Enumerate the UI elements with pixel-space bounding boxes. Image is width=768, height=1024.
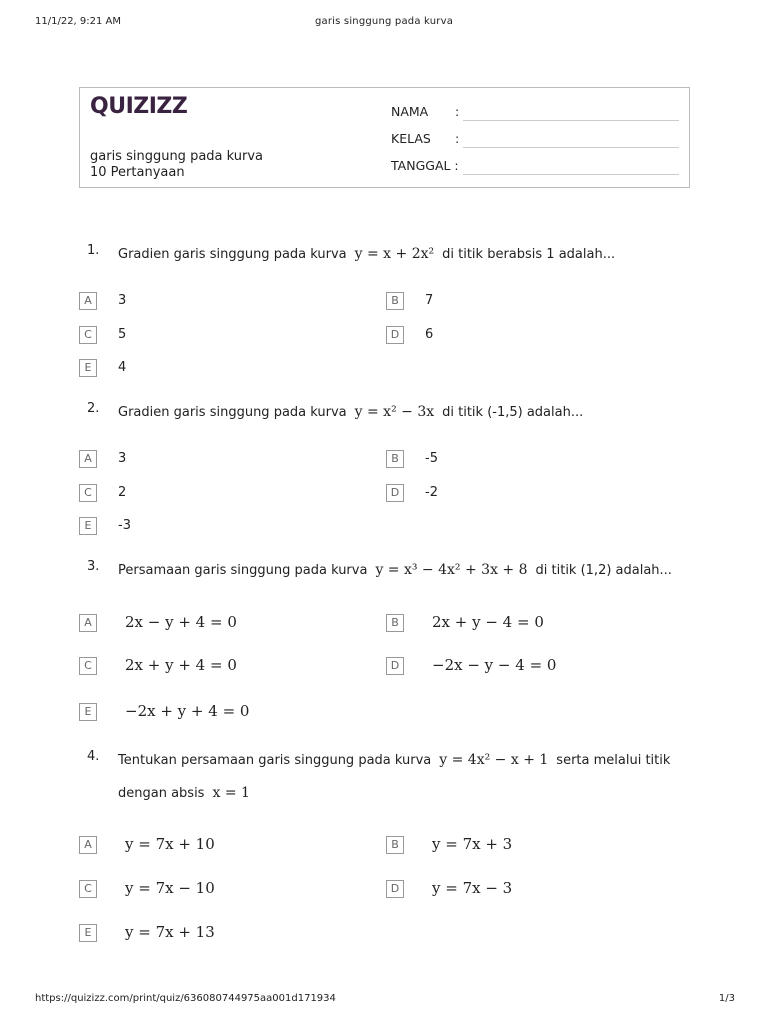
date-field [391,158,459,173]
option-letter-box: D [386,484,404,502]
option-value: 3 [118,451,127,466]
question-3-text-before: Persamaan garis singgung pada kurva [118,563,368,578]
option-letter-box: D [386,880,404,898]
question-2-number: 2. [87,401,100,416]
question-4-text-before: Tentukan persamaan garis singgung pada kurva [118,753,432,768]
question-3-text [118,562,672,578]
option-value: y = 7x + 13 [125,923,215,941]
class-field [391,131,460,146]
option-letter-box: D [386,326,404,344]
option-value: y = 7x − 3 [432,879,513,897]
class-line[interactable] [463,147,679,148]
option-letter-box: A [79,836,97,854]
class-label: KELAS [391,131,431,146]
option-value: y = 7x + 10 [125,835,215,853]
option-value: 2 [118,485,127,500]
name-line[interactable] [463,120,679,121]
print-page-title: garis singgung pada kurva [314,16,454,27]
question-4-text-after: serta melalui titik [556,753,671,768]
question-1-text [118,246,615,262]
option-letter-box: B [386,836,404,854]
question-1-number: 1. [87,243,100,258]
class-colon: : [455,131,460,146]
option-value: 4 [118,360,127,375]
option-value: y = 7x − 10 [125,879,215,897]
option-value: 2x + y + 4 = 0 [125,656,237,674]
name-colon: : [455,104,460,119]
option-letter-box: A [79,614,97,632]
option-value: 5 [118,327,127,342]
question-4-line2-before: dengan absis [118,786,205,801]
option-value: -3 [118,518,131,533]
question-2-math: y = x² − 3x [354,404,435,420]
option-value: 2x − y + 4 = 0 [125,613,237,631]
option-letter-box: E [79,359,97,377]
option-value: −2x + y + 4 = 0 [125,702,250,720]
option-letter-box: C [79,657,97,675]
option-letter-box: C [79,484,97,502]
option-letter-box: E [79,924,97,942]
question-4-math: y = 4x² − x + 1 [439,752,549,768]
question-3-number: 3. [87,559,100,574]
question-2-text-after: di titik (-1,5) adalah... [442,405,584,420]
option-value: 6 [425,327,434,342]
option-value: 2x + y − 4 = 0 [432,613,544,631]
question-1-text-before: Gradien garis singgung pada kurva [118,247,347,262]
option-letter-box: C [79,880,97,898]
option-value: 3 [118,293,127,308]
option-letter-box: E [79,517,97,535]
question-1-math: y = x + 2x² [354,246,435,262]
question-2-text [118,404,583,420]
option-letter-box: E [79,703,97,721]
option-letter-box: B [386,292,404,310]
option-value: y = 7x + 3 [432,835,513,853]
quiz-info-box [79,87,690,188]
option-letter-box: A [79,292,97,310]
question-3-math: y = x³ − 4x² + 3x + 8 [375,562,528,578]
question-2-text-before: Gradien garis singgung pada kurva [118,405,347,420]
quizizz-logo: QUIZIZZ [90,94,188,119]
name-field [391,104,460,119]
option-value: −2x − y − 4 = 0 [432,656,557,674]
question-4-line2-math: x = 1 [212,785,250,801]
option-letter-box: B [386,450,404,468]
question-4-text [118,752,670,768]
option-letter-box: D [386,657,404,675]
print-url: https://quizizz.com/print/quiz/636080744975aa001d171934 [35,993,336,1004]
date-line[interactable] [463,174,679,175]
print-datetime: 11/1/22, 9:21 AM [35,16,122,27]
option-value: 7 [425,293,434,308]
question-3-text-after: di titik (1,2) adalah... [535,563,672,578]
option-letter-box: C [79,326,97,344]
option-value: -5 [425,451,438,466]
question-1-text-after: di titik berabsis 1 adalah... [442,247,616,262]
question-4-text-line2 [118,785,258,801]
option-letter-box: B [386,614,404,632]
option-value: -2 [425,485,438,500]
option-letter-box: A [79,450,97,468]
date-label: TANGGAL : [391,158,459,173]
page-number: 1/3 [718,993,735,1004]
question-4-number: 4. [87,749,100,764]
name-label: NAMA [391,104,429,119]
quiz-title: garis singgung pada kurva [90,149,264,164]
question-count: 10 Pertanyaan [90,165,185,180]
